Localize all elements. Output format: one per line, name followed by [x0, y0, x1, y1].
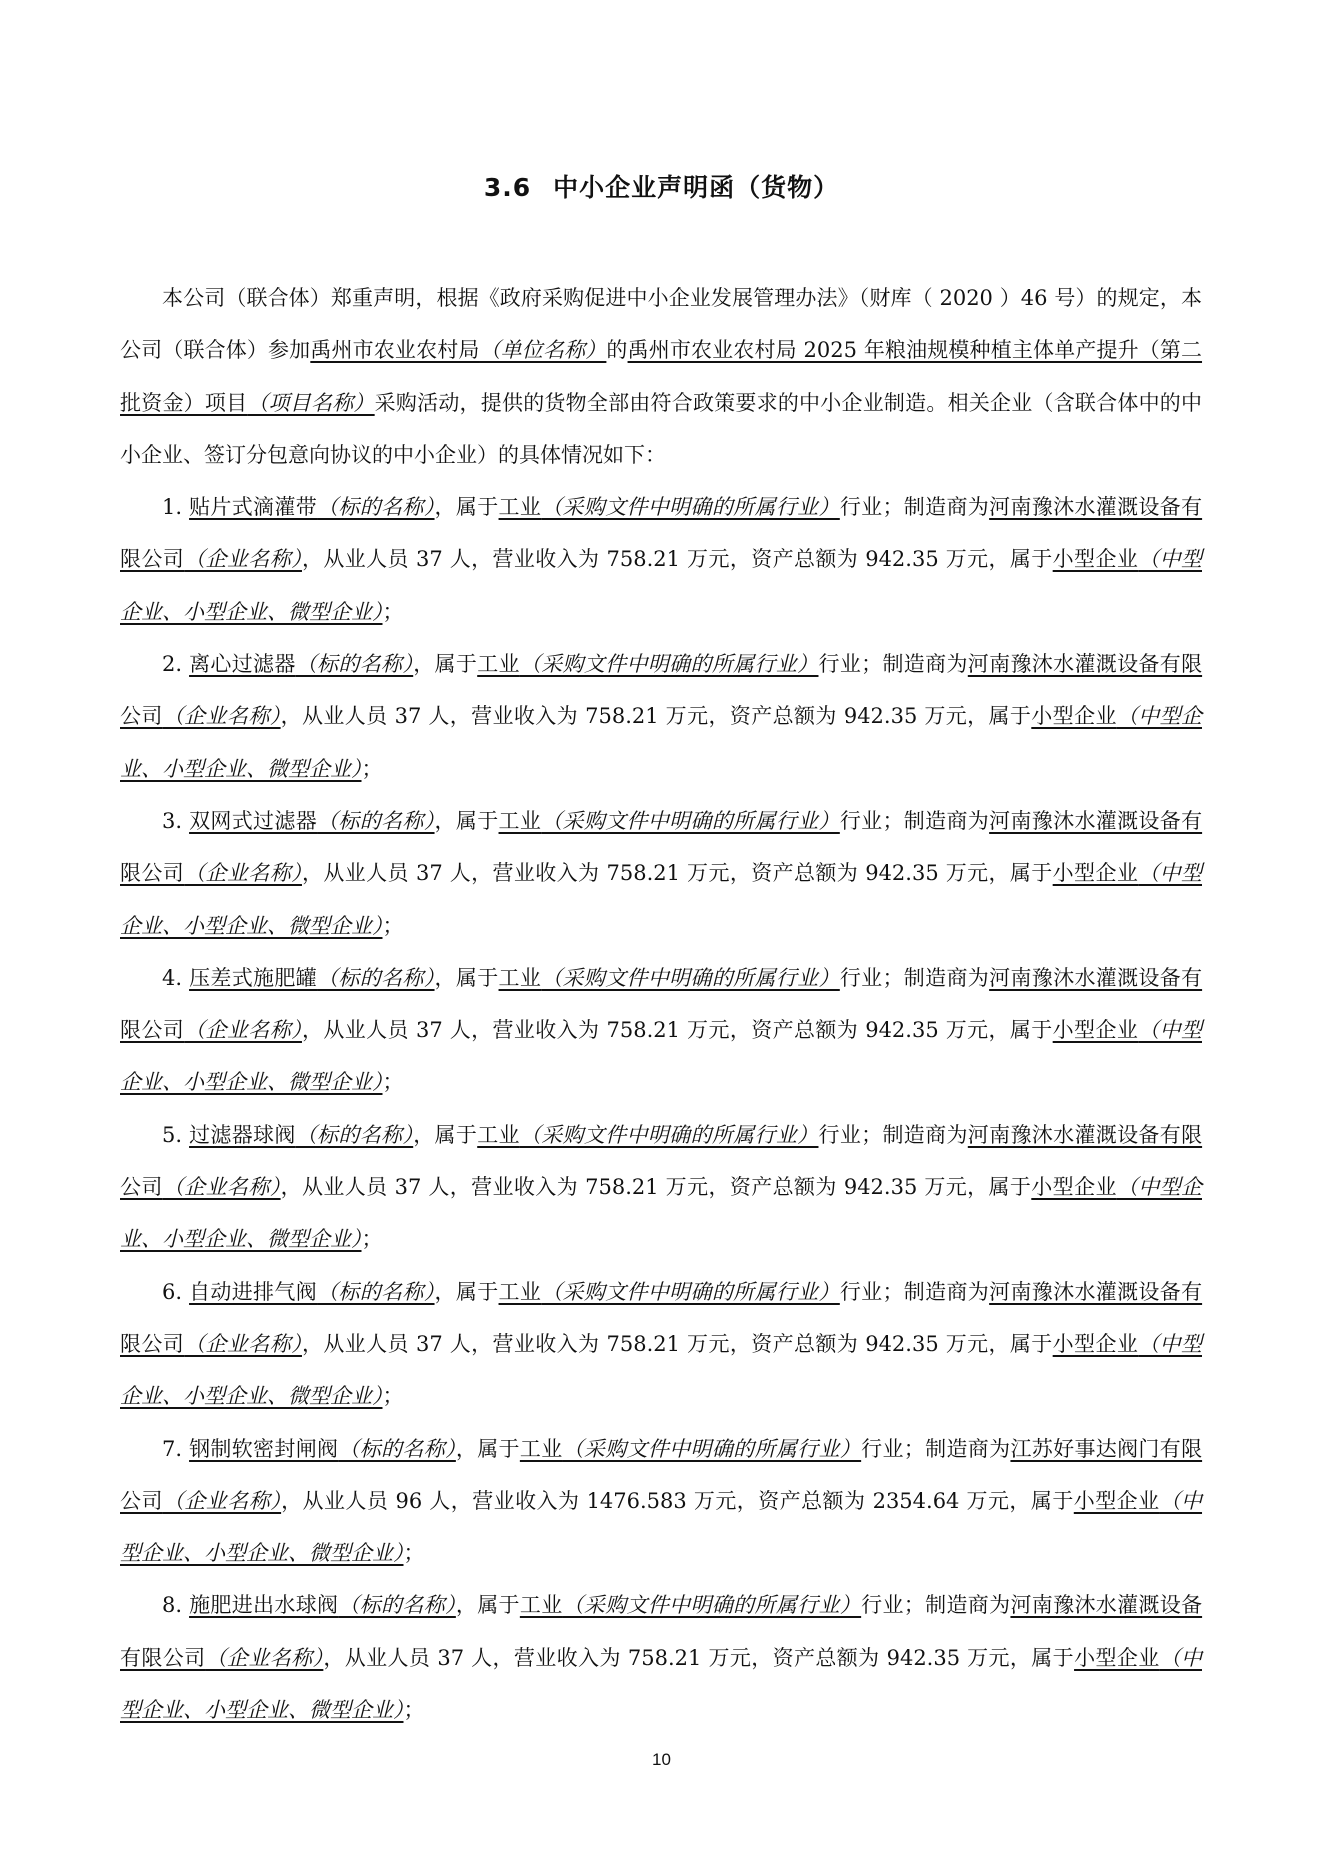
- staff-count: 37: [394, 704, 422, 729]
- industry-suffix: 行业；制造商为: [818, 652, 968, 677]
- industry-name: 工业: [498, 495, 542, 520]
- subject-field: [189, 1437, 456, 1461]
- revenue-unit: 万元，资产总额为: [680, 547, 866, 572]
- unit-name-hint: （单位名称）: [479, 338, 607, 363]
- subject-field: [189, 1280, 434, 1304]
- unit-name: 禹州市农业农村局: [310, 338, 480, 363]
- assets-value: 942.35: [865, 861, 939, 886]
- section-title: [0, 168, 1323, 204]
- industry-hint: （采购文件中明确的所属行业）: [541, 808, 840, 833]
- subject-field: [189, 495, 434, 519]
- subject-hint: （标的名称）: [295, 1122, 414, 1147]
- size-hint: （中型企业、小型企业、微型企业）: [120, 1645, 1202, 1723]
- size-value: 小型企业: [1031, 1175, 1117, 1200]
- project-name-hint: （项目名称）: [247, 390, 375, 415]
- staff-unit: 人，营业收入为: [442, 547, 607, 572]
- item-number: 6.: [162, 1279, 183, 1304]
- belongs-text: ，属于: [434, 1279, 499, 1304]
- staff-prefix: ，从业人员: [301, 1331, 416, 1356]
- item-number: 4.: [162, 965, 183, 990]
- industry-field: [520, 1437, 861, 1461]
- industry-name: 工业: [498, 1279, 542, 1304]
- assets-suffix: 万元，属于: [917, 1175, 1032, 1200]
- revenue-value: 758.21: [606, 547, 680, 572]
- industry-suffix: 行业；制造商为: [861, 1436, 1011, 1461]
- assets-suffix: 万元，属于: [959, 1488, 1074, 1513]
- list-item: [120, 481, 1202, 638]
- staff-prefix: ，从业人员: [301, 547, 416, 572]
- subject-name: 过滤器球阀: [189, 1122, 296, 1147]
- company-name: 河南豫沐水灌溉设备有限公司: [120, 652, 1203, 729]
- staff-unit: 人，营业收入为: [442, 861, 607, 886]
- assets-value: 942.35: [865, 1331, 939, 1356]
- assets-value: 2354.64: [872, 1488, 960, 1513]
- industry-hint: （采购文件中明确的所属行业）: [519, 1122, 819, 1147]
- company-hint: （企业名称）: [162, 1175, 281, 1200]
- assets-value: 942.35: [865, 1018, 939, 1043]
- industry-name: 工业: [498, 808, 542, 833]
- unit-name-field: [310, 338, 606, 362]
- subject-name: 压差式施肥罐: [189, 965, 318, 990]
- list-item: [120, 1579, 1202, 1736]
- assets-suffix: 万元，属于: [960, 1645, 1075, 1670]
- company-hint: （企业名称）: [184, 1331, 302, 1356]
- size-hint: （中型企业、小型企业、微型企业）: [120, 1331, 1202, 1409]
- assets-suffix: 万元，属于: [917, 704, 1032, 729]
- staff-prefix: ，从业人员: [280, 704, 395, 729]
- revenue-unit: 万元，资产总额为: [686, 1488, 873, 1513]
- assets-suffix: 万元，属于: [938, 1331, 1053, 1356]
- revenue-value: 758.21: [627, 1645, 702, 1670]
- company-name: 河南豫沐水灌溉设备有限公司: [120, 1279, 1203, 1356]
- company-hint: （企业名称）: [162, 1488, 282, 1513]
- subject-hint: （标的名称）: [295, 652, 414, 677]
- size-hint: （中型企业、小型企业、微型企业）: [120, 861, 1202, 938]
- item-number: 2.: [162, 652, 183, 677]
- subject-name: 钢制软密封闸阀: [189, 1436, 339, 1461]
- company-hint: （企业名称）: [162, 704, 281, 729]
- revenue-value: 758.21: [606, 1018, 680, 1043]
- page-number: 10: [652, 1750, 671, 1769]
- subject-name: 双网式过滤器: [189, 808, 318, 833]
- revenue-value: 1476.583: [586, 1488, 687, 1513]
- industry-name: 工业: [498, 965, 542, 990]
- staff-unit: 人，营业收入为: [442, 1331, 607, 1356]
- subject-hint: （标的名称）: [317, 1279, 435, 1304]
- staff-count: 37: [415, 861, 443, 886]
- staff-count: 37: [437, 1645, 465, 1670]
- staff-prefix: ，从业人员: [281, 1488, 396, 1513]
- staff-prefix: ，从业人员: [323, 1645, 438, 1670]
- belongs-text: ，属于: [434, 808, 499, 833]
- revenue-value: 758.21: [585, 1175, 659, 1200]
- assets-value: 942.35: [865, 547, 939, 572]
- intro-text-3: 采购活动，提供的货物全部由符合政策要求的中小企业制造。相关企业（含联合体中的中小企业、签订分包意向协议的中小企业）的具体情况如下：: [120, 390, 1203, 467]
- item-number: 8.: [162, 1593, 183, 1618]
- subject-hint: （标的名称）: [317, 495, 435, 520]
- company-name: 河南豫沐水灌溉设备有限公司: [120, 965, 1203, 1043]
- size-value: 小型企业: [1031, 704, 1117, 729]
- section-heading: 中小企业声明函（货物）: [553, 173, 840, 202]
- company-hint: （企业名称）: [184, 861, 302, 886]
- item-end: ；: [403, 1541, 425, 1566]
- size-hint: （中型企业、小型企业、微型企业）: [120, 704, 1202, 781]
- item-end: ；: [361, 1227, 383, 1252]
- subject-hint: （标的名称）: [338, 1436, 456, 1461]
- industry-hint: （采购文件中明确的所属行业）: [541, 1279, 840, 1304]
- industry-field: [477, 1123, 818, 1147]
- size-value: 小型企业: [1052, 547, 1139, 572]
- item-number: 1.: [162, 495, 183, 520]
- revenue-unit: 万元，资产总额为: [658, 704, 844, 729]
- intro-text-1: 本公司（联合体）郑重声明，根据《政府采购促进中小企业发展管理办法》（财库（ 2020 ）46 号）的规定，本公司（联合体）参加: [120, 286, 1202, 363]
- company-hint: （企业名称）: [205, 1645, 324, 1670]
- item-end: ；: [382, 599, 404, 624]
- company-name: 河南豫沐水灌溉设备有限公司: [120, 808, 1203, 886]
- industry-suffix: 行业；制造商为: [818, 1122, 968, 1147]
- item-end: ；: [382, 1070, 404, 1095]
- assets-suffix: 万元，属于: [938, 861, 1053, 886]
- size-value: 小型企业: [1052, 861, 1139, 886]
- industry-field: [520, 1593, 861, 1617]
- industry-hint: （采购文件中明确的所属行业）: [541, 495, 840, 520]
- staff-count: 37: [394, 1175, 422, 1200]
- item-end: ；: [382, 1384, 404, 1409]
- revenue-value: 758.21: [585, 704, 659, 729]
- size-value: 小型企业: [1052, 1331, 1139, 1356]
- size-value: 小型企业: [1073, 1488, 1160, 1513]
- list-item: [120, 638, 1202, 795]
- item-end: ；: [382, 913, 404, 938]
- size-hint: （中型企业、小型企业、微型企业）: [120, 547, 1202, 624]
- declaration-body: [120, 272, 1202, 1736]
- subject-field: [189, 652, 413, 676]
- size-hint: （中型企业、小型企业、微型企业）: [120, 1488, 1203, 1566]
- subject-name: 施肥进出水球阀: [189, 1593, 339, 1618]
- industry-hint: （采购文件中明确的所属行业）: [562, 1593, 862, 1618]
- intro-paragraph: [120, 272, 1202, 481]
- item-list: [120, 481, 1202, 1736]
- industry-suffix: 行业；制造商为: [839, 495, 990, 520]
- size-hint: （中型企业、小型企业、微型企业）: [120, 1175, 1202, 1252]
- item-end: ；: [361, 756, 383, 781]
- industry-field: [499, 1280, 840, 1304]
- belongs-text: ，属于: [434, 965, 499, 990]
- belongs-text: ，属于: [434, 495, 499, 520]
- company-name: 河南豫沐水灌溉设备有限公司: [120, 495, 1203, 572]
- staff-prefix: ，从业人员: [301, 1018, 416, 1043]
- staff-count: 37: [415, 1018, 443, 1043]
- section-number: 3.6: [483, 173, 532, 202]
- belongs-text: ，属于: [455, 1593, 520, 1618]
- revenue-value: 758.21: [606, 861, 680, 886]
- subject-field: [189, 966, 434, 990]
- assets-value: 942.35: [843, 1175, 918, 1200]
- assets-value: 942.35: [886, 1645, 961, 1670]
- list-item: [120, 1109, 1202, 1266]
- staff-prefix: ，从业人员: [280, 1175, 395, 1200]
- staff-unit: 人，营业收入为: [421, 704, 586, 729]
- staff-unit: 人，营业收入为: [422, 1488, 587, 1513]
- staff-count: 96: [395, 1488, 423, 1513]
- industry-suffix: 行业；制造商为: [839, 965, 990, 990]
- revenue-unit: 万元，资产总额为: [680, 1018, 866, 1043]
- project-name: 禹州市农业农村局 2025 年粮油规模种植主体单产提升（第二批资金）项目: [120, 338, 1203, 415]
- revenue-unit: 万元，资产总额为: [680, 861, 866, 886]
- belongs-text: ，属于: [455, 1436, 520, 1461]
- industry-field: [477, 652, 818, 676]
- belongs-text: ，属于: [413, 652, 478, 677]
- company-name: 河南豫沐水灌溉设备有限公司: [120, 1122, 1203, 1200]
- industry-suffix: 行业；制造商为: [839, 808, 990, 833]
- industry-field: [499, 495, 840, 519]
- staff-unit: 人，营业收入为: [421, 1175, 586, 1200]
- subject-hint: （标的名称）: [317, 808, 435, 833]
- subject-field: [189, 1123, 413, 1147]
- staff-count: 37: [415, 1331, 443, 1356]
- company-hint: （企业名称）: [184, 547, 302, 572]
- list-item: [120, 952, 1202, 1109]
- industry-suffix: 行业；制造商为: [839, 1279, 990, 1304]
- subject-hint: （标的名称）: [338, 1593, 456, 1618]
- assets-suffix: 万元，属于: [938, 547, 1053, 572]
- company-name: 江苏好事达阀门有限公司: [120, 1436, 1203, 1513]
- industry-hint: （采购文件中明确的所属行业）: [519, 652, 819, 677]
- subject-name: 离心过滤器: [189, 652, 296, 677]
- size-value: 小型企业: [1052, 1018, 1139, 1043]
- revenue-value: 758.21: [606, 1331, 680, 1356]
- size-value: 小型企业: [1074, 1645, 1160, 1670]
- staff-prefix: ，从业人员: [301, 861, 416, 886]
- item-number: 3.: [162, 808, 183, 833]
- staff-unit: 人，营业收入为: [442, 1018, 607, 1043]
- item-number: 5.: [162, 1122, 183, 1147]
- revenue-unit: 万元，资产总额为: [658, 1175, 844, 1200]
- industry-hint: （采购文件中明确的所属行业）: [541, 965, 840, 990]
- assets-suffix: 万元，属于: [938, 1018, 1053, 1043]
- industry-suffix: 行业；制造商为: [861, 1593, 1011, 1618]
- company-hint: （企业名称）: [184, 1018, 302, 1043]
- staff-count: 37: [415, 547, 443, 572]
- subject-name: 自动进排气阀: [189, 1279, 318, 1304]
- subject-hint: （标的名称）: [317, 965, 435, 990]
- industry-hint: （采购文件中明确的所属行业）: [562, 1436, 862, 1461]
- subject-field: [189, 809, 434, 833]
- list-item: [120, 1423, 1202, 1580]
- revenue-unit: 万元，资产总额为: [680, 1331, 866, 1356]
- revenue-unit: 万元，资产总额为: [701, 1645, 887, 1670]
- industry-name: 工业: [477, 652, 520, 677]
- subject-field: [189, 1593, 456, 1617]
- belongs-text: ，属于: [413, 1122, 478, 1147]
- industry-name: 工业: [519, 1593, 563, 1618]
- company-name: 河南豫沐水灌溉设备有限公司: [120, 1593, 1203, 1670]
- intro-text-2: 的: [606, 338, 628, 363]
- item-number: 7.: [162, 1436, 183, 1461]
- assets-value: 942.35: [843, 704, 918, 729]
- industry-name: 工业: [477, 1122, 520, 1147]
- item-end: ；: [403, 1698, 425, 1723]
- staff-unit: 人，营业收入为: [464, 1645, 628, 1670]
- industry-name: 工业: [519, 1436, 563, 1461]
- list-item: [120, 795, 1202, 952]
- industry-field: [499, 809, 840, 833]
- industry-field: [499, 966, 840, 990]
- list-item: [120, 1266, 1202, 1423]
- subject-name: 贴片式滴灌带: [189, 495, 318, 520]
- size-hint: （中型企业、小型企业、微型企业）: [120, 1018, 1202, 1095]
